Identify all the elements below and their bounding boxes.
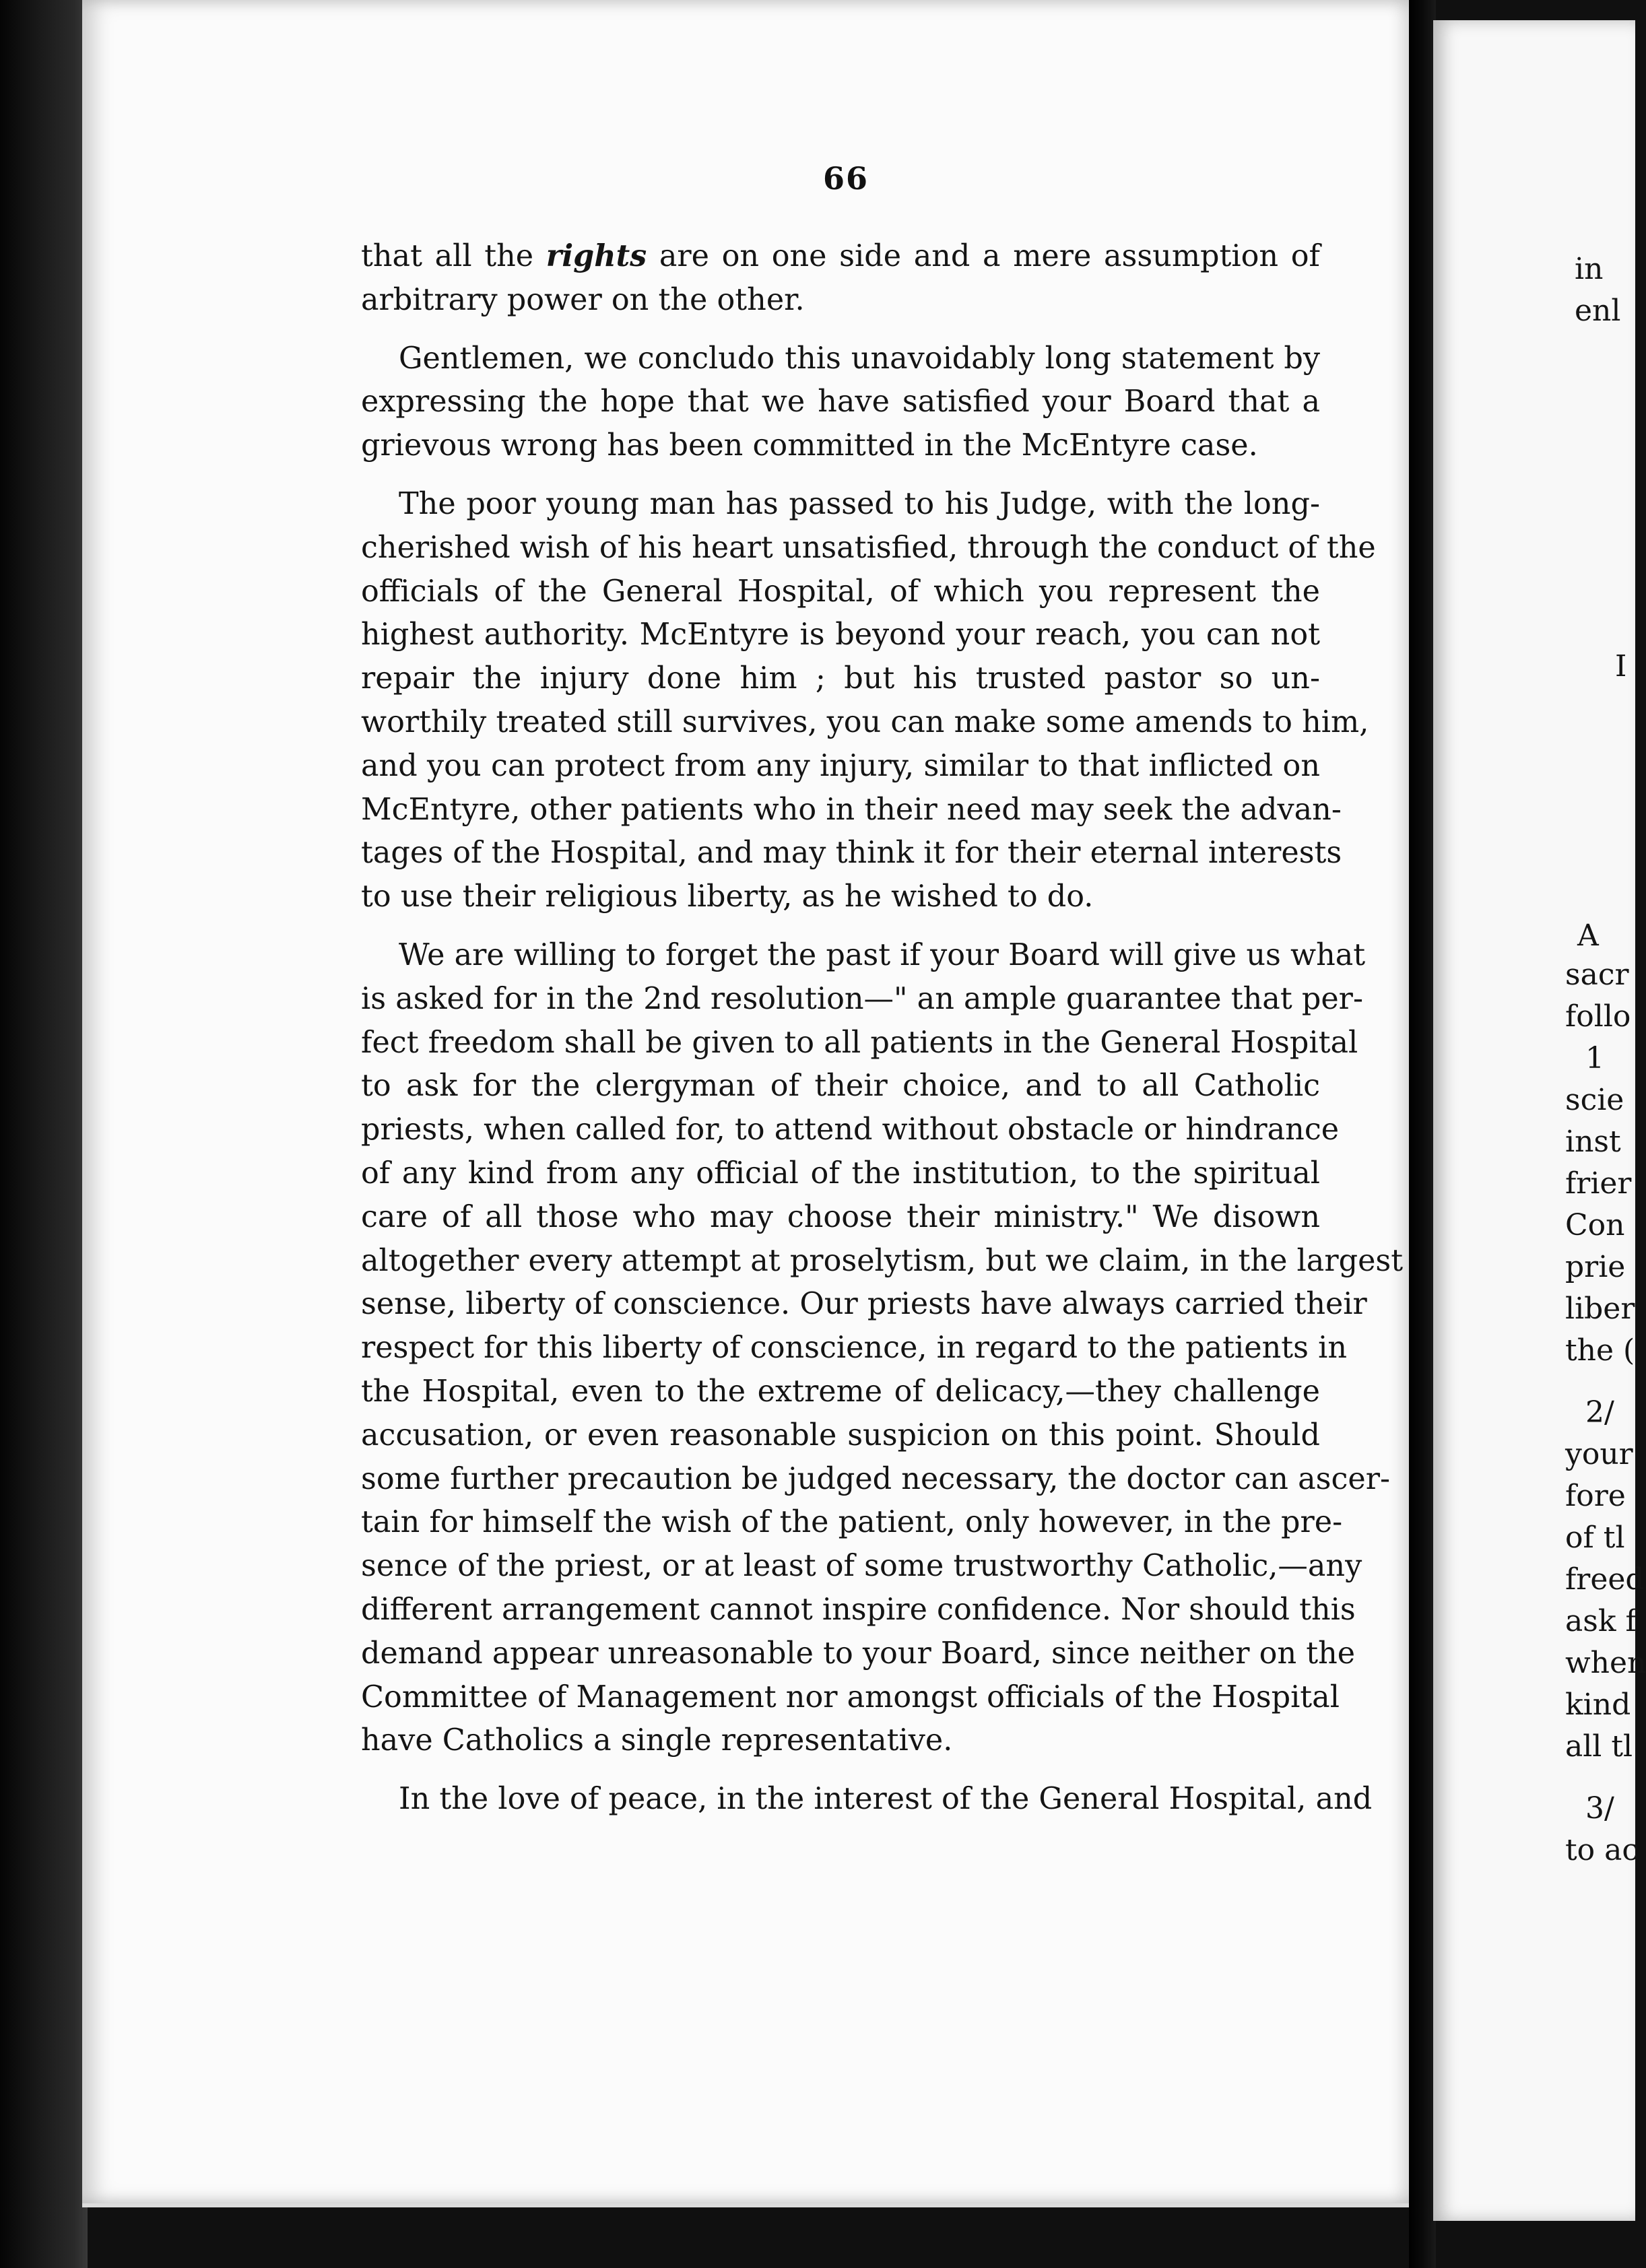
- facing-page-fragment: all tl: [1565, 1729, 1633, 1764]
- paragraph-gap: [361, 1763, 1320, 1778]
- facing-page-fragment: sacr: [1565, 958, 1629, 992]
- text-line: arbitrary power on the other.: [361, 282, 805, 317]
- paragraph-gap: [361, 468, 1320, 483]
- text-line: of any kind from any official of the institution, to the spiritual: [361, 1156, 1320, 1191]
- text-line: care of all those who may choose their ministry." We disown: [361, 1199, 1320, 1234]
- facing-page-fragment: scie: [1565, 1083, 1624, 1117]
- text-line: worthily treated still survives, you can make some amends to him,: [361, 704, 1369, 739]
- page-number: 66: [823, 160, 869, 197]
- facing-page-fragment: I: [1615, 649, 1627, 683]
- text-line: The poor young man has passed to his Judge, with the long-: [399, 486, 1320, 521]
- text-line: Committee of Management nor amongst officials of the Hospital: [361, 1679, 1340, 1714]
- facing-page-fragment: ask f: [1565, 1604, 1637, 1638]
- facing-page-fragment: Con: [1565, 1208, 1625, 1242]
- text-line: highest authority. McEntyre is beyond your reach, you can not: [361, 618, 1320, 653]
- text-line: In the love of peace, in the interest of the General Hospital, and: [399, 1782, 1373, 1817]
- binding-edge: [0, 0, 88, 2268]
- text-line: officials of the General Hospital, of which you represent the: [361, 574, 1320, 609]
- facing-page-fragment: enl: [1575, 294, 1621, 328]
- text-line: is asked for in the 2nd resolution—" an ample guarantee that per-: [361, 981, 1363, 1016]
- text-line: accusation, or even reasonable suspicion on this point. Should: [361, 1418, 1320, 1453]
- facing-page-fragment: follo: [1565, 999, 1631, 1034]
- text-line: cherished wish of his heart unsatisfied, through the conduct of the: [361, 530, 1376, 565]
- text-line: have Catholics a single representative.: [361, 1723, 953, 1758]
- text-line: altogether every attempt at proselytism, but we claim, in the largest: [361, 1243, 1404, 1278]
- facing-page-fragment: 1: [1585, 1041, 1604, 1075]
- facing-page-fragment: of tl: [1565, 1521, 1625, 1555]
- text-line: and you can protect from any injury, similar to that inflicted on: [361, 748, 1320, 783]
- text-line: to use their religious liberty, as he wished to do.: [361, 879, 1094, 914]
- facing-page-fragment: the (: [1565, 1333, 1635, 1368]
- facing-page-fragment: freed: [1565, 1562, 1645, 1597]
- facing-page-fragment: liber: [1565, 1292, 1635, 1326]
- text-line: sence of the priest, or at least of some trustworthy Catholic,—any: [361, 1549, 1362, 1584]
- text-line: different arrangement cannot inspire confidence. Nor should this: [361, 1592, 1356, 1627]
- text-run: that all the: [361, 239, 546, 273]
- paragraph-gap: [361, 919, 1320, 934]
- text-line: tain for himself the wish of the patient, only however, in the pre-: [361, 1505, 1343, 1540]
- text-line: grievous wrong has been committed in the McEntyre case.: [361, 428, 1258, 463]
- text-line: sense, liberty of conscience. Our priests have always carried their: [361, 1287, 1367, 1322]
- text-line: We are willing to forget the past if your Board will give us what: [399, 937, 1366, 972]
- paragraph-gap: [361, 323, 1320, 337]
- text-line: McEntyre, other patients who in their need may seek the advan-: [361, 792, 1342, 827]
- text-line: demand appear unreasonable to your Board, since neither on the: [361, 1636, 1356, 1671]
- text-line: tages of the Hospital, and may think it for their eternal interests: [361, 836, 1342, 871]
- text-line: the Hospital, even to the extreme of delicacy,—they challenge: [361, 1374, 1320, 1409]
- facing-page-fragment: prie: [1565, 1250, 1626, 1284]
- text-run: are on one side and a mere assumption of: [647, 239, 1320, 273]
- facing-page-fragment: frier: [1565, 1166, 1632, 1201]
- facing-page-fragment: to ac: [1565, 1833, 1639, 1867]
- text-line: Gentlemen, we concludo this unavoidably long statement by: [399, 341, 1320, 376]
- emphasis-word: rights: [546, 238, 647, 273]
- text-line: some further precaution be judged necessary, the doctor can ascer-: [361, 1461, 1391, 1496]
- text-line: [361, 234, 1320, 279]
- text-line: to ask for the clergyman of their choice, and to all Catholic: [361, 1069, 1320, 1104]
- page-gutter: [1409, 0, 1436, 2268]
- facing-page-fragment: kind: [1565, 1688, 1631, 1722]
- text-line: fect freedom shall be given to all patients in the General Hospital: [361, 1025, 1358, 1060]
- facing-page-fragment: 3/: [1585, 1791, 1614, 1826]
- facing-page-fragment: A: [1577, 919, 1599, 953]
- facing-page-fragment: when: [1565, 1646, 1646, 1680]
- facing-page-fragment: inst: [1565, 1125, 1621, 1159]
- facing-page-fragment: in: [1575, 252, 1604, 286]
- page-body-text: [361, 234, 1404, 1822]
- facing-page-fragment: 2/: [1585, 1395, 1614, 1430]
- facing-page-fragment: fore: [1565, 1479, 1626, 1513]
- text-line: respect for this liberty of conscience, in regard to the patients in: [361, 1331, 1347, 1366]
- text-line: priests, when called for, to attend without obstacle or hindrance: [361, 1112, 1340, 1147]
- facing-page-fragment: your: [1565, 1437, 1633, 1471]
- text-line: expressing the hope that we have satisfied your Board that a: [361, 385, 1320, 420]
- text-line: repair the injury done him ; but his trusted pastor so un-: [361, 661, 1320, 696]
